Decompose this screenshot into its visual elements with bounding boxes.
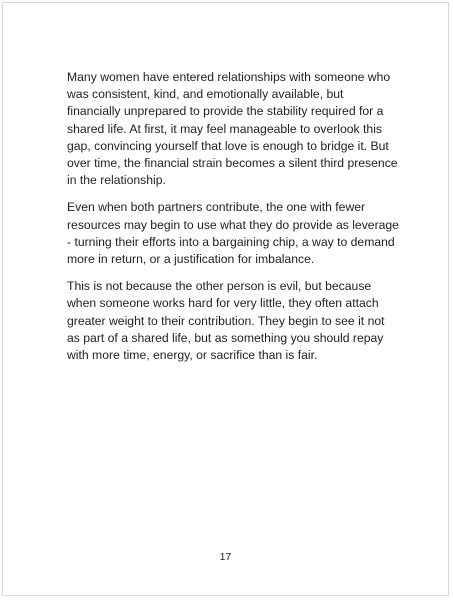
- document-page: [2, 2, 449, 596]
- paragraph-2: Even when both partners contribute, the one with fewer resources may begin to use what they do provide as leverage - turning their efforts into a bargaining chip, a way to demand more in return, or a justification for imbalance.: [67, 200, 399, 267]
- paragraph-3: This is not because the other person is evil, but because when someone works hard for very little, they often attach greater weight to their contribution. They begin to see it not as part of a shared life, but as something you should repay with more time, energy, or sacrifice than is fair.: [67, 279, 385, 363]
- paragraph-1: Many women have entered relationships with someone who was consistent, kind, and emotionally available, but financially unprepared to provide the stability required for a shared life. At first, it may feel manageable to overlook this gap, convincing yourself that love is enough to bridge it. But over time, the financial strain becomes a silent third presence in the relationship.: [67, 70, 398, 188]
- body-text: [67, 69, 399, 374]
- page-number: 17: [219, 551, 232, 563]
